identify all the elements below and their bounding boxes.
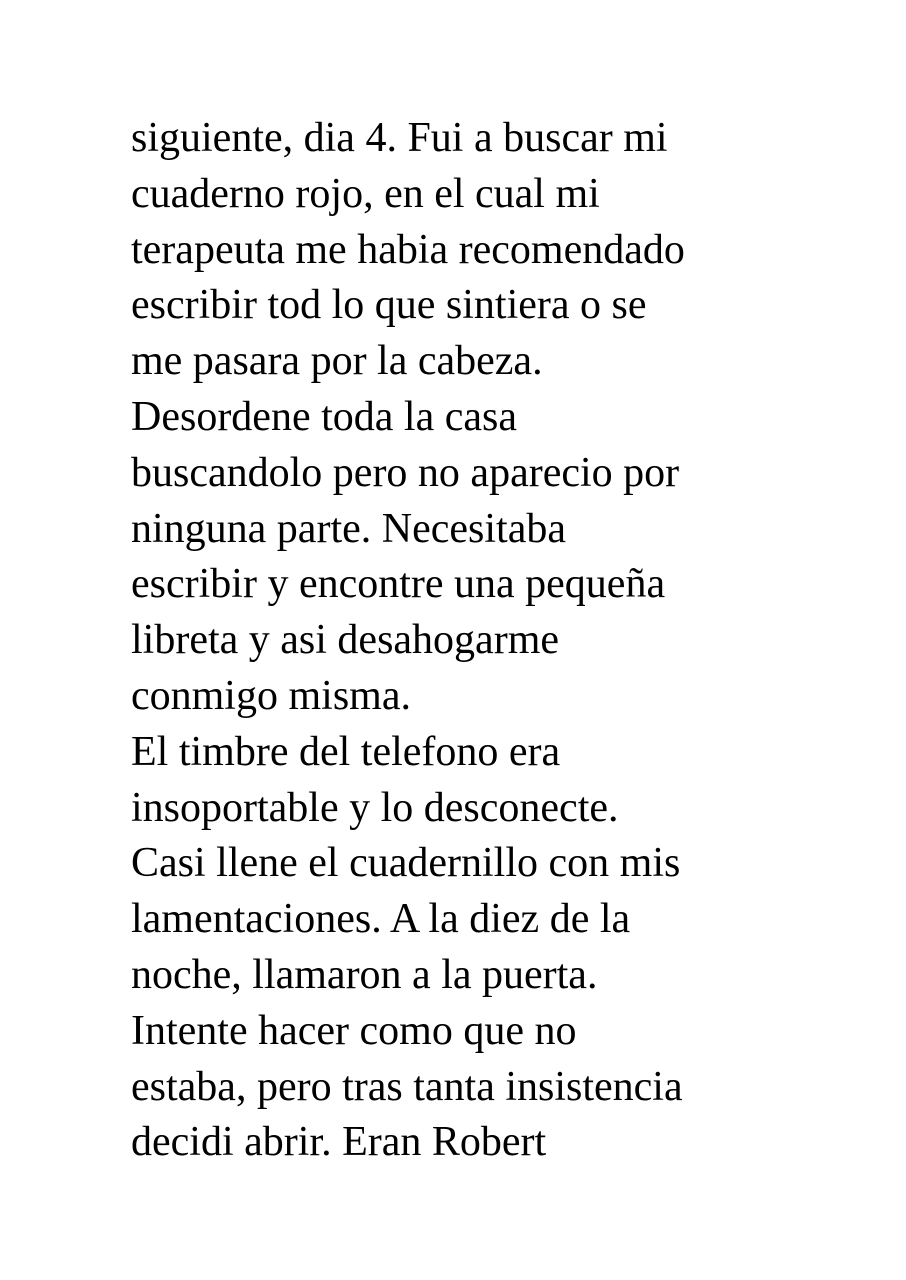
text-line: Casi llene el cuadernillo con mis <box>131 840 681 887</box>
text-line: conmigo misma. <box>131 672 411 719</box>
text-line: decidi abrir. Eran Robert <box>131 1119 547 1166</box>
text-line: ninguna parte. Necesitaba <box>131 505 566 552</box>
text-line: buscandolo pero no aparecio por <box>131 449 680 496</box>
text-line: terapeuta me habia recomendado <box>131 226 685 273</box>
text-line: Desordene toda la casa <box>131 393 517 440</box>
text-line: escribir y encontre una pequeña <box>131 561 666 608</box>
text-line: escribir tod lo que sintiera o se <box>131 282 647 329</box>
text-line: insoportable y lo desconecte. <box>131 784 619 831</box>
text-line: Intente hacer como que no <box>131 1007 577 1054</box>
body-text <box>131 111 831 1171</box>
text-line: me pasara por la cabeza. <box>131 338 543 385</box>
text-line: estaba, pero tras tanta insistencia <box>131 1063 683 1110</box>
text-line: cuaderno rojo, en el cual mi <box>131 170 600 217</box>
text-line: siguiente, dia 4. Fui a buscar mi <box>131 115 668 161</box>
text-line: El timbre del telefono era <box>131 728 561 775</box>
text-line: lamentaciones. A la diez de la <box>131 896 631 943</box>
text-line: libreta y asi desahogarme <box>131 617 559 664</box>
text-line: noche, llamaron a la puerta. <box>131 951 598 998</box>
